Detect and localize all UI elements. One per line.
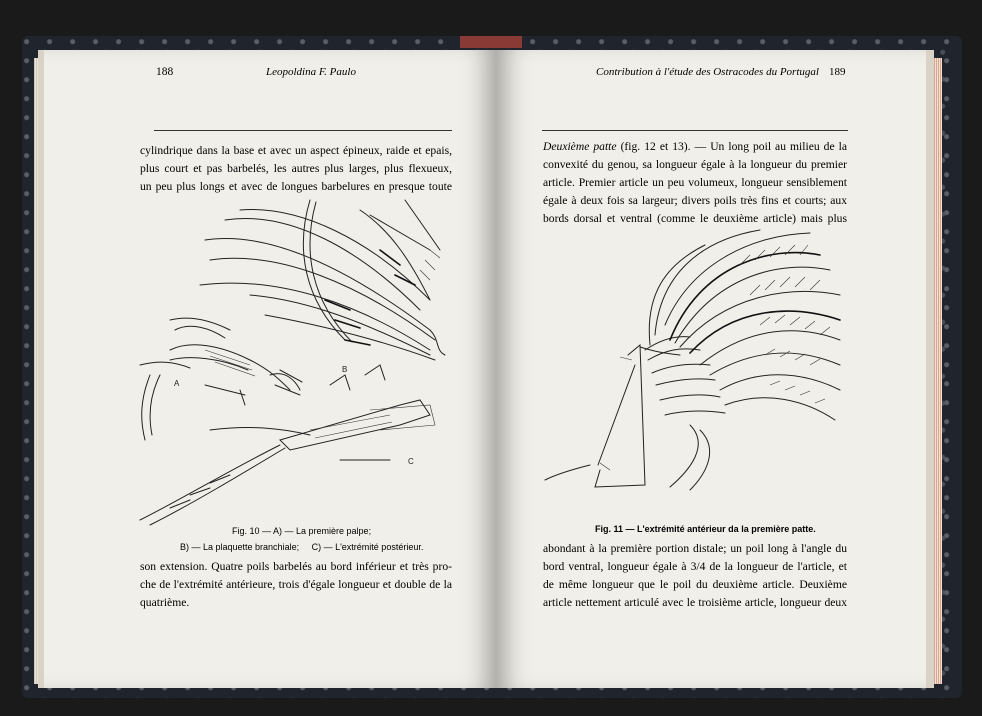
left-running-head-title: Leopoldina F. Paulo (266, 66, 356, 78)
right-top-line-3: article. Premier article un peu volumeux, longueur sensiblement (543, 176, 847, 189)
figure-10-a-drawing (140, 318, 302, 440)
figure-10-c-drawing (140, 365, 435, 525)
figure-10-caption-line-2: B) — La plaquette branchiale; C) — L'extrémité postérieur. (180, 542, 424, 552)
spine-headband (460, 36, 522, 48)
left-bottom-line-2: che de l'extrémité antérieure, trois d'égale longueur et double de la (140, 578, 452, 591)
right-page-number: 189 (829, 66, 846, 78)
right-top-lead-italic: Deuxième patte (543, 140, 617, 153)
right-top-line-1 (543, 138, 847, 156)
right-header-rule (542, 130, 848, 131)
figure-10-illustration (130, 190, 470, 530)
figure-10-caption-line-1: Fig. 10 — A) — La première palpe; (232, 526, 372, 536)
left-header-rule (154, 130, 452, 131)
figure-10-label-a: A (174, 379, 180, 388)
right-top-line-2: convexité du genou, sa longueur égale à la longueur du premier (543, 158, 847, 171)
figure-11-illustration (540, 225, 850, 495)
right-top-line-5: bords dorsal et ventral (comme le deuxième article) mais plus (543, 212, 847, 225)
left-top-line-3: un peu plus longs et avec de longues barbelures en presque toute (140, 180, 452, 193)
left-top-line-1: cylindrique dans la base et avec un aspect épineux, raide et epais, (140, 144, 452, 157)
right-top-line-4: égale à deux fois sa largeur; divers poils très fins et courts; aux (543, 194, 847, 207)
figure-11-drawing (545, 230, 840, 490)
right-bottom-line-3: de même longueur que le poil du deuxième article. Deuxième (543, 578, 847, 591)
right-top-line-1-rest: (fig. 12 et 13). — Un long poil au milieu de la (616, 140, 847, 153)
figure-10-label-b: B (342, 365, 348, 374)
left-page-number: 188 (156, 66, 174, 78)
right-running-head-title: Contribution à l'étude des Ostracodes du Portugal (596, 66, 819, 78)
figure-11-caption: Fig. 11 — L'extrémité antérieur da la première patte. (595, 524, 816, 534)
right-bottom-line-1: abondant à la première portion distale; un poil long à l'angle du (543, 542, 847, 555)
figure-10-b-drawing (200, 200, 445, 360)
right-bottom-line-2: bord ventral, longueur égale à 3/4 de la longueur de l'article, et (543, 560, 847, 573)
left-top-line-2: plus court et pas barbelés, les autres plus larges, plus flexueux, (140, 162, 452, 175)
figure-10-label-c: C (408, 457, 414, 466)
right-bottom-line-4: article nettement articulé avec le troisième article, longueur deux (543, 596, 847, 609)
left-bottom-line-3: quatrième. (140, 596, 190, 609)
left-bottom-line-1: son extension. Quatre poils barbelés au bord inférieur et très pro- (140, 560, 452, 573)
